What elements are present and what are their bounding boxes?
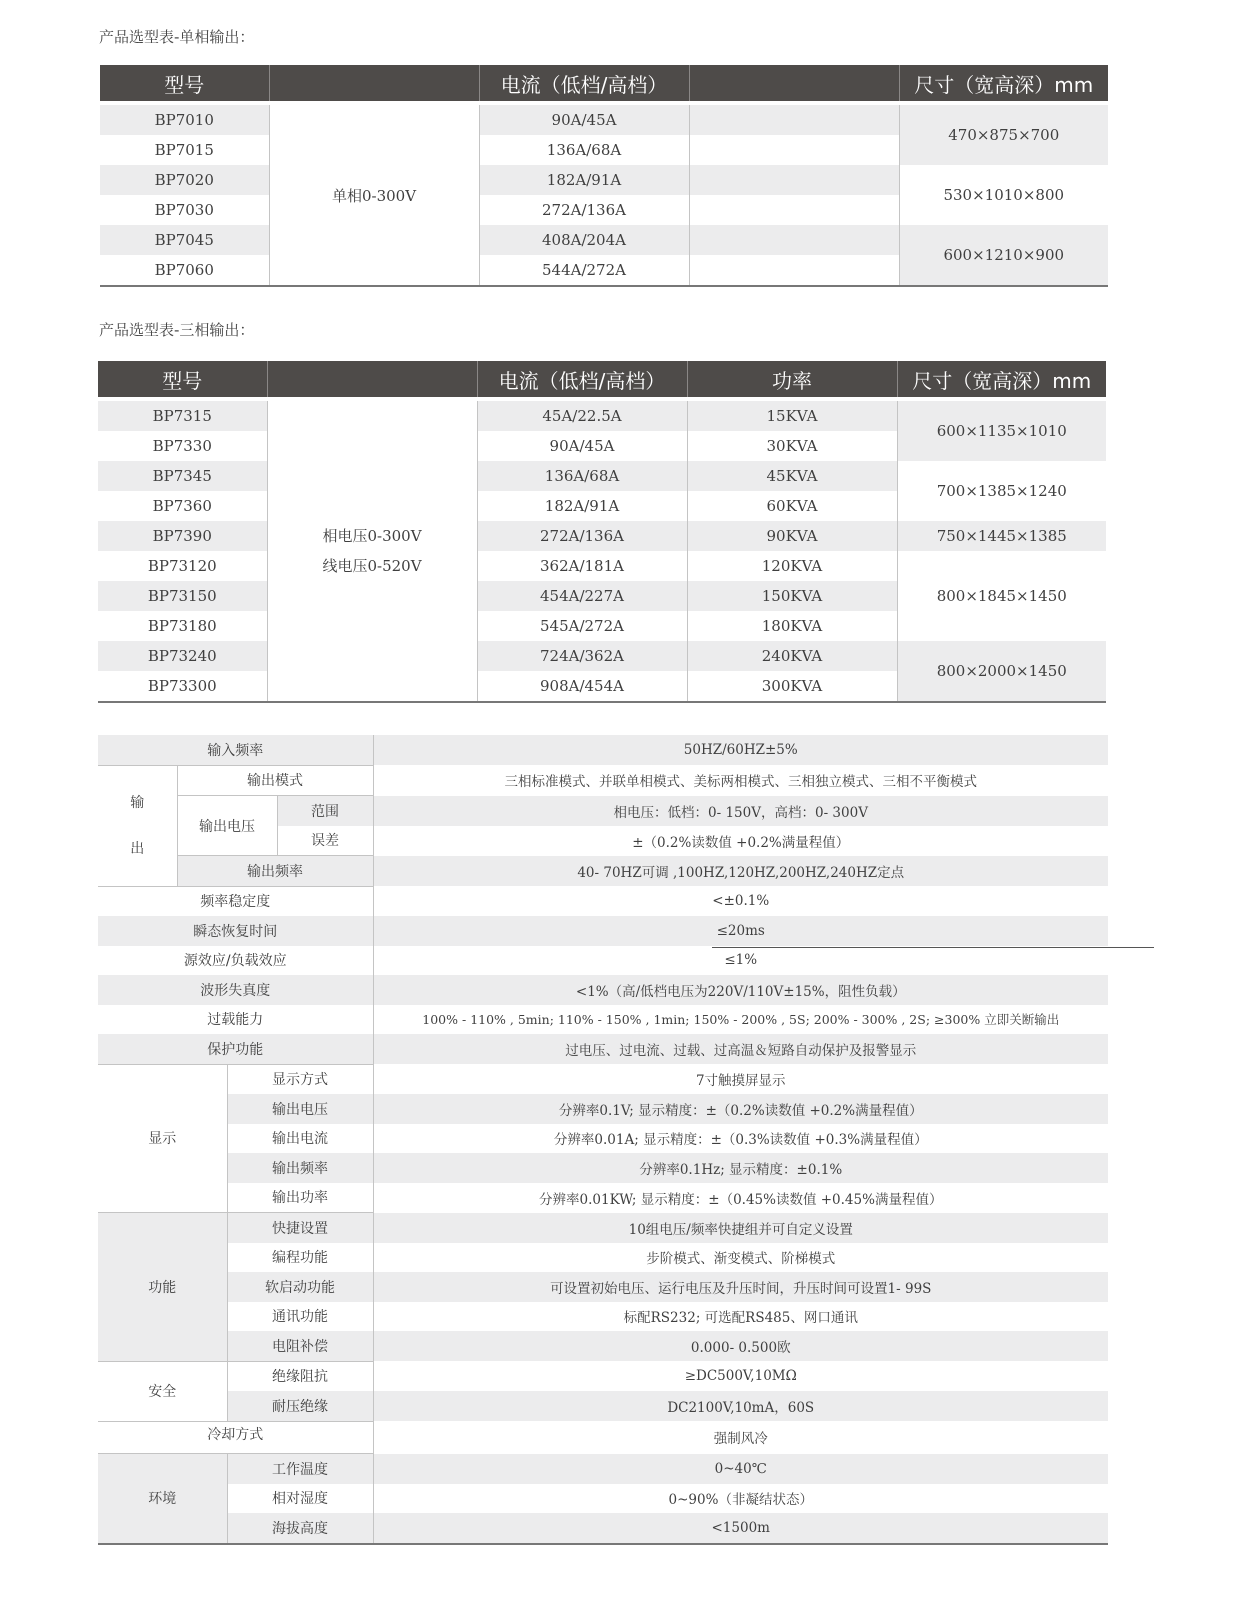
power-cell: 45KVA — [687, 461, 897, 491]
power-cell: 150KVA — [687, 581, 897, 611]
spec-value: 0.000- 0.500欧 — [373, 1331, 1108, 1361]
header-model: 型号 — [100, 65, 269, 101]
spec-row-function — [98, 1272, 1108, 1302]
spec-row-input-freq — [98, 735, 1108, 765]
spec-value: 0~40℃ — [373, 1454, 1108, 1484]
dimension-cell: 600×1135×1010 — [897, 401, 1106, 461]
spec-row-display — [98, 1153, 1108, 1183]
output-voltage-label: 输出电压 — [177, 796, 277, 856]
blank-cell — [689, 105, 899, 135]
blank-cell — [689, 165, 899, 195]
three-phase-table — [98, 361, 1106, 703]
single-phase-table — [100, 65, 1108, 287]
spec-value: 50HZ/60HZ±5% — [373, 735, 1108, 765]
current-cell: 724A/362A — [477, 641, 687, 671]
header-blank — [689, 65, 899, 101]
spec-label: 输出电压 — [227, 1094, 373, 1124]
spec-label: 输出电流 — [227, 1124, 373, 1154]
table-row — [100, 165, 1108, 195]
voltage-cell: 单相0-300V — [269, 105, 479, 286]
model-cell: BP73240 — [98, 641, 267, 671]
spec-row-function — [98, 1243, 1108, 1273]
spec-value: 相电压：低档：0- 150V，高档：0- 300V — [373, 796, 1108, 826]
dimension-cell: 600×1210×900 — [899, 225, 1108, 286]
power-cell: 240KVA — [687, 641, 897, 671]
current-cell: 362A/181A — [477, 551, 687, 581]
spec-value: 分辨率0.1V; 显示精度：±（0.2%读数值 +0.2%满量程值） — [373, 1094, 1108, 1124]
current-cell: 272A/136A — [477, 521, 687, 551]
spec-row-protection — [98, 1034, 1108, 1064]
spec-row-function — [98, 1302, 1108, 1332]
spec-label: 瞬态恢复时间 — [98, 916, 373, 946]
spec-label: 耐压绝缘 — [227, 1391, 373, 1421]
spec-label: 误差 — [277, 826, 373, 856]
current-cell: 90A/45A — [479, 105, 689, 135]
spec-row-display — [98, 1064, 1108, 1094]
power-cell: 30KVA — [687, 431, 897, 461]
spec-row-safety — [98, 1361, 1108, 1391]
spec-label: 输出频率 — [177, 856, 373, 887]
spec-label: 通讯功能 — [227, 1302, 373, 1332]
phase-voltage: 相电压0-300V — [322, 527, 422, 545]
power-cell: 90KVA — [687, 521, 897, 551]
model-cell: BP73150 — [98, 581, 267, 611]
model-cell: BP7015 — [100, 135, 269, 165]
spec-value: <1500m — [373, 1513, 1108, 1544]
spec-row-display — [98, 1094, 1108, 1124]
spec-value: 40- 70HZ可调 ,100HZ,120HZ,200HZ,240HZ定点 — [373, 856, 1108, 887]
spec-label: 输出模式 — [177, 765, 373, 796]
spec-value: 分辨率0.1Hz; 显示精度：±0.1% — [373, 1153, 1108, 1183]
dimension-cell: 750×1445×1385 — [897, 521, 1106, 551]
dimension-cell: 470×875×700 — [899, 105, 1108, 165]
header-voltage — [269, 65, 479, 101]
spec-row-freq-stability — [98, 886, 1108, 916]
spec-label: 输入频率 — [98, 735, 373, 765]
current-cell: 90A/45A — [477, 431, 687, 461]
power-cell: 15KVA — [687, 401, 897, 431]
three-phase-caption: 产品选型表-三相输出： — [99, 321, 255, 339]
spec-row-output-range — [98, 796, 1108, 826]
line-voltage: 线电压0-520V — [322, 557, 422, 575]
model-cell: BP73300 — [98, 671, 267, 702]
model-cell: BP73180 — [98, 611, 267, 641]
spec-label: 软启动功能 — [227, 1272, 373, 1302]
power-cell: 180KVA — [687, 611, 897, 641]
model-cell: BP7390 — [98, 521, 267, 551]
current-cell: 544A/272A — [479, 255, 689, 286]
spec-row-distortion — [98, 975, 1108, 1005]
spec-label: 频率稳定度 — [98, 886, 373, 916]
current-cell: 136A/68A — [477, 461, 687, 491]
spec-value: 标配RS232; 可选配RS485、网口通讯 — [373, 1302, 1108, 1332]
model-cell: BP7060 — [100, 255, 269, 286]
environment-group-label: 环境 — [98, 1454, 227, 1544]
stray-divider-line — [712, 947, 1154, 948]
table-row — [98, 551, 1106, 581]
table-row — [98, 641, 1106, 671]
current-cell: 182A/91A — [477, 491, 687, 521]
voltage-cell — [267, 401, 477, 702]
model-cell: BP7345 — [98, 461, 267, 491]
spec-label: 海拔高度 — [227, 1513, 373, 1544]
spec-row-display — [98, 1124, 1108, 1154]
current-cell: 408A/204A — [479, 225, 689, 255]
spec-value: ±（0.2%读数值 +0.2%满量程值） — [373, 826, 1108, 856]
blank-cell — [689, 135, 899, 165]
blank-cell — [689, 195, 899, 225]
spec-value: 过电压、过电流、过载、过高温＆短路自动保护及报警显示 — [373, 1034, 1108, 1064]
dimension-cell: 700×1385×1240 — [897, 461, 1106, 521]
output-group-label: 输 出 — [98, 765, 177, 886]
spec-row-environment — [98, 1513, 1108, 1544]
spec-value: 分辨率0.01A; 显示精度：±（0.3%读数值 +0.3%满量程值） — [373, 1124, 1108, 1154]
header-model: 型号 — [98, 361, 267, 397]
current-cell: 45A/22.5A — [477, 401, 687, 431]
spec-value: 0~90%（非凝结状态） — [373, 1484, 1108, 1514]
model-cell: BP7315 — [98, 401, 267, 431]
spec-row-overload — [98, 1005, 1108, 1035]
power-cell: 60KVA — [687, 491, 897, 521]
spec-value: 10组电压/频率快捷组并可自定义设置 — [373, 1213, 1108, 1243]
spec-value: <1%（高/低档电压为220V/110V±15%，阻性负载） — [373, 975, 1108, 1005]
model-cell: BP7010 — [100, 105, 269, 135]
spec-row-cooling — [98, 1421, 1108, 1454]
model-cell: BP7045 — [100, 225, 269, 255]
spec-value: 可设置初始电压、运行电压及升压时间，升压时间可设置1- 99S — [373, 1272, 1108, 1302]
spec-label: 输出功率 — [227, 1183, 373, 1213]
spec-label: 电阻补偿 — [227, 1331, 373, 1361]
spec-row-source-load — [98, 946, 1108, 976]
spec-value: ≤1% — [373, 946, 1108, 976]
spec-table — [98, 735, 1108, 1545]
spec-label: 相对湿度 — [227, 1484, 373, 1514]
spec-label: 工作温度 — [227, 1454, 373, 1484]
spec-label: 波形失真度 — [98, 975, 373, 1005]
blank-cell — [689, 255, 899, 286]
power-cell: 300KVA — [687, 671, 897, 702]
model-cell: BP7030 — [100, 195, 269, 225]
spec-label: 快捷设置 — [227, 1213, 373, 1243]
spec-row-safety — [98, 1391, 1108, 1421]
single-phase-caption: 产品选型表-单相输出： — [99, 28, 255, 46]
current-cell: 136A/68A — [479, 135, 689, 165]
header-voltage — [267, 361, 477, 397]
current-cell: 545A/272A — [477, 611, 687, 641]
spec-label: 显示方式 — [227, 1064, 373, 1094]
spec-row-function — [98, 1331, 1108, 1361]
spec-value: 强制风冷 — [373, 1421, 1108, 1454]
model-cell: BP7020 — [100, 165, 269, 195]
spec-label: 源效应/负载效应 — [98, 946, 373, 976]
spec-row-environment — [98, 1454, 1108, 1484]
header-current: 电流（低档/高档） — [477, 361, 687, 397]
table-row — [100, 105, 1108, 135]
header-dimensions: 尺寸（宽高深）mm — [897, 361, 1106, 397]
spec-row-output-mode — [98, 765, 1108, 796]
model-cell: BP7360 — [98, 491, 267, 521]
table-row — [98, 521, 1106, 551]
dimension-cell: 800×1845×1450 — [897, 551, 1106, 641]
spec-label: 过载能力 — [98, 1005, 373, 1035]
spec-value: <±0.1% — [373, 886, 1108, 916]
spec-row-transient — [98, 916, 1108, 946]
spec-label: 绝缘阻抗 — [227, 1361, 373, 1391]
dimension-cell: 530×1010×800 — [899, 165, 1108, 225]
spec-value: ≥DC500V,10MΩ — [373, 1361, 1108, 1391]
spec-label: 冷却方式 — [98, 1421, 373, 1454]
header-power: 功率 — [687, 361, 897, 397]
spec-label: 输出频率 — [227, 1153, 373, 1183]
spec-value: 分辨率0.01KW; 显示精度：±（0.45%读数值 +0.45%满量程值） — [373, 1183, 1108, 1213]
spec-label: 保护功能 — [98, 1034, 373, 1064]
function-group-label: 功能 — [98, 1213, 227, 1362]
current-cell: 182A/91A — [479, 165, 689, 195]
model-cell: BP7330 — [98, 431, 267, 461]
spec-value: 三相标准模式、并联单相模式、美标两相模式、三相独立模式、三相不平衡模式 — [373, 765, 1108, 796]
safety-group-label: 安全 — [98, 1361, 227, 1421]
spec-value: ≤20ms — [373, 916, 1108, 946]
current-cell: 454A/227A — [477, 581, 687, 611]
spec-value: 100% - 110% , 5min; 110% - 150% , 1min; 150% - 200% , 5S; 200% - 300% , 2S; ≥300% 立即关断输出 — [373, 1005, 1108, 1035]
spec-label: 编程功能 — [227, 1243, 373, 1273]
display-group-label: 显示 — [98, 1064, 227, 1213]
spec-row-output-freq — [98, 856, 1108, 887]
dimension-cell: 800×2000×1450 — [897, 641, 1106, 702]
spec-row-function — [98, 1213, 1108, 1243]
spec-value: 步阶模式、渐变模式、阶梯模式 — [373, 1243, 1108, 1273]
spec-value: 7寸触摸屏显示 — [373, 1064, 1108, 1094]
model-cell: BP73120 — [98, 551, 267, 581]
spec-value: DC2100V,10mA，60S — [373, 1391, 1108, 1421]
table-row — [98, 461, 1106, 491]
blank-cell — [689, 225, 899, 255]
table-row — [98, 401, 1106, 431]
current-cell: 908A/454A — [477, 671, 687, 702]
spec-row-display — [98, 1183, 1108, 1213]
current-cell: 272A/136A — [479, 195, 689, 225]
table-row — [100, 225, 1108, 255]
spec-row-environment — [98, 1484, 1108, 1514]
spec-label: 范围 — [277, 796, 373, 826]
header-dimensions: 尺寸（宽高深）mm — [899, 65, 1108, 101]
header-current: 电流（低档/高档） — [479, 65, 689, 101]
power-cell: 120KVA — [687, 551, 897, 581]
